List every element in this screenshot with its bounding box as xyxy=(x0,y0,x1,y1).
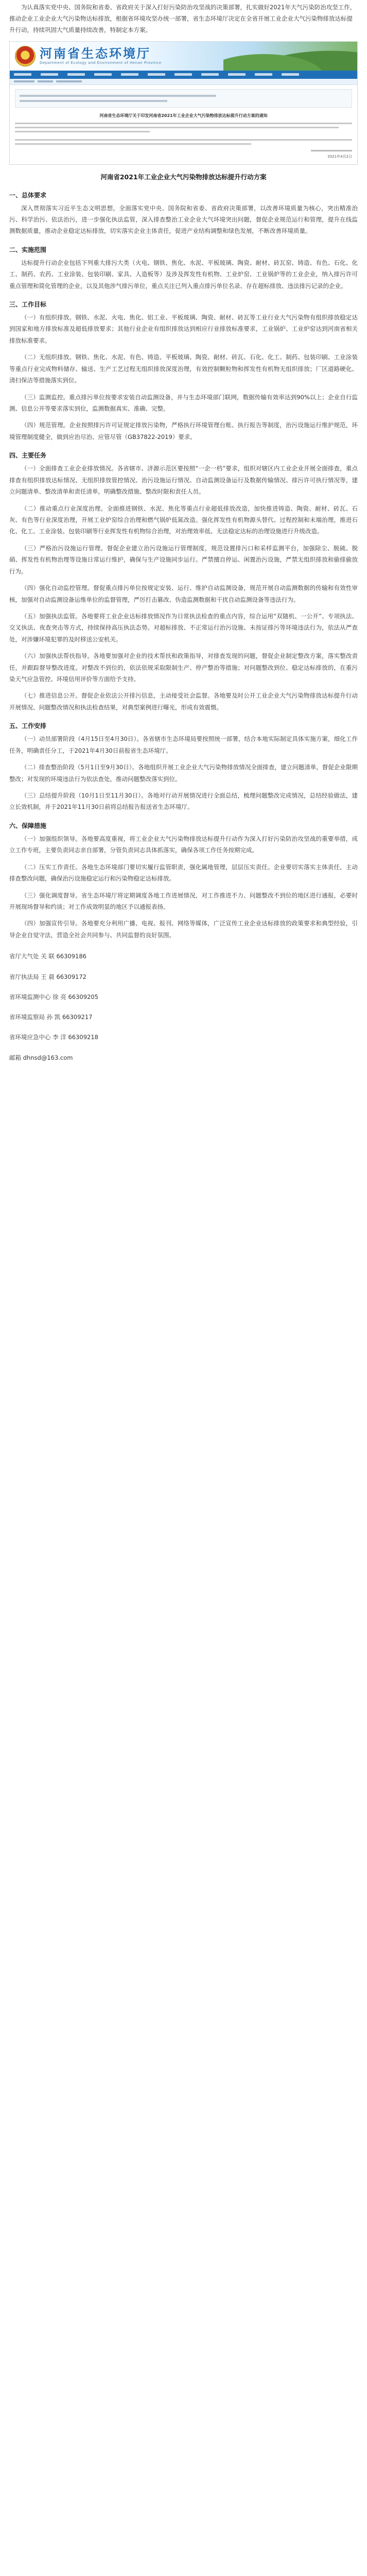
org-name-en: Department of Ecology and Environment of Henan Province xyxy=(40,60,162,65)
article-sections xyxy=(9,191,358,941)
section-body xyxy=(9,833,358,941)
nav-item[interactable] xyxy=(174,73,192,76)
section-paragraph: （七）推进信息公开。督促企业依法公开排污信息，主动接受社会监督。各地要及时公开工业企业大气污染物排放达标提升行动开展情况、问题整改情况和执法检查结果，对典型案例进行曝光，形成有效震慑。 xyxy=(9,692,358,711)
section-heading: 二、实施范围 xyxy=(9,246,47,253)
section-paragraph: （三）总结提升阶段（10月1日至11月30日）。各地对行动开展情况进行全面总结，梳理问题整改完成情况，总结经验做法，建立长效机制，并于2021年11月30日前将总结报告报送省生态环境厅。 xyxy=(9,791,358,811)
section-paragraph: （三）严格治污设施运行管理。督促企业建立治污设施运行管理制度，规范设置排污口和采样监测平台，加强除尘、脱硫、脱硝、挥发性有机物治理等设施日常运行维护，确保与生产设施同步运行。严禁擅自停运、闲置治污设施，严禁无组织排放和偷排偷放行为。 xyxy=(9,544,358,575)
section-paragraph: （二）压实工作责任。各地生态环境部门要切实履行监管职责，强化属地管理，层层压实责任。企业要切实落实主体责任，主动排查整改问题，确保治污设施稳定运行和污染物稳定达标排放。 xyxy=(9,863,358,883)
section-paragraph: （一）加强组织领导。各地要高度重视，将工业企业大气污染物排放达标提升行动作为深入打好污染防治攻坚战的重要举措，成立工作专班，主要负责同志亲自部署，分管负责同志具体抓落实，确保各项工作任务按期完成。 xyxy=(9,835,358,854)
contact-line: 省厅执法局 王 晨 66309172 xyxy=(9,973,86,980)
nav-item[interactable] xyxy=(94,73,112,76)
document-screenshot xyxy=(9,41,358,165)
section-heading: 六、保障措施 xyxy=(9,822,47,829)
contact-line: 省环境应急中心 李 洋 66309218 xyxy=(9,1033,98,1041)
section-body xyxy=(9,257,358,292)
document-date: 2021年4月2日 xyxy=(327,154,352,159)
document-meta-box xyxy=(15,89,352,108)
nav-item[interactable] xyxy=(255,73,272,76)
org-title xyxy=(40,47,162,64)
section-paragraph: （六）加强执法帮扶指导。各地要加强对企业的技术帮扶和政策指导，对排查发现的问题，督促企业制定整改方案，落实整改责任，并跟踪督导整改进度。对整改不到位的，依法依规采取限制生产、停产整治等措施；对问题整改到位、稳定达标排放的，在重污染天气应急管控、环境信用评价等方面给予支持。 xyxy=(9,652,358,683)
document-text-lines xyxy=(15,123,352,145)
section-body xyxy=(9,202,358,237)
section-heading: 四、主要任务 xyxy=(9,452,47,460)
contact-line: 邮箱 dhnsd@163.com xyxy=(9,1054,73,1061)
section-paragraph: （三）强化调度督导。省生态环境厅将定期调度各地工作进展情况，对工作推进不力、问题整改不到位的地区进行通报，必要时开展现场督导和约谈；对工作成效明显的地区予以通报表扬。 xyxy=(9,891,358,910)
section-paragraph: （四）规范管理。企业按照排污许可证规定排放污染物，严格执行环境管理台账、执行报告等制度，治污设施运行维护规范，环境管理制度健全，做到应治尽治、应管尽管（GB37822-2019）要求。 xyxy=(9,421,358,440)
org-name: 河南省生态环境厅 xyxy=(40,46,151,61)
intro-text xyxy=(9,0,358,36)
breadcrumb-item[interactable] xyxy=(38,80,53,82)
emblem-icon xyxy=(15,46,36,66)
section-paragraph: （二）推动重点行业深度治理。全面推进钢铁、水泥、焦化等重点行业超低排放改造，加快推进铸造、陶瓷、耐材、砖瓦、石灰、有色等行业深度治理，开展工业炉窑综合治理和燃气锅炉低氮改造。强化挥发性有机物源头替代、过程控制和末端治理，推进石化、化工、工业涂装、包装印刷等行业挥发性有机物综合治理，对治理效率低、无法稳定达标的治理设施进行升级改造。 xyxy=(9,504,358,535)
section-paragraph: （四）加强宣传引导。各地要充分利用广播、电视、报刊、网络等媒体，广泛宣传工业企业达标排放的政策要求和典型经验，引导企业自觉守法，营造全社会共同参与、共同监督的良好氛围。 xyxy=(9,920,358,939)
section-body xyxy=(9,463,358,713)
nav-item[interactable] xyxy=(148,73,165,76)
contact-list xyxy=(9,950,358,1064)
nav-bar xyxy=(10,71,357,79)
section-paragraph: （一）动员部署阶段（4月15日至4月30日）。各省辖市生态环境局要按照统一部署，结合本地实际制定具体实施方案，细化工作任务，明确责任分工，于2021年4月30日前报省生态环境厅。 xyxy=(9,735,358,754)
section-paragraph: 深入贯彻落实习近平生态文明思想，全面落实党中央、国务院和省委、省政府决策部署，以改善环境质量为核心，突出精准治污、科学治污、依法治污，进一步强化执法监管，深入排查整治工业企业大气环境突出问题，督促企业规范运行和管理，提升在线监测数据质量，推动企业稳定达标排放，切实落实企业主体责任，促进产业结构调整和绿色发展，不断改善环境质量。 xyxy=(9,204,358,235)
section-heading: 三、工作目标 xyxy=(9,301,47,309)
section-paragraph: （二）排查整治阶段（5月1日至9月30日）。各地组织开展工业企业大气污染物排放情况全面排查，建立问题清单，督促企业限期整改；对发现的环境违法行为依法查处，推动问题整改落实到位。 xyxy=(9,764,358,783)
contact-line: 省厅大气处 关 联 66309186 xyxy=(9,953,86,960)
section-body xyxy=(9,312,358,443)
nav-item[interactable] xyxy=(201,73,219,76)
contact-line: 省环境监测中心 徐 亮 66309205 xyxy=(9,993,98,1001)
nav-item[interactable] xyxy=(41,73,58,76)
site-banner xyxy=(10,42,357,71)
document-signature xyxy=(15,150,352,159)
article-title: 河南省2021年工业企业大气污染物排放达标提升行动方案 xyxy=(100,173,267,181)
breadcrumb-item[interactable] xyxy=(14,80,34,82)
section-paragraph: （五）加强执法监管。各地要将工业企业达标排放情况作为日常执法检查的重点内容，综合运用“双随机、一公开”、专项执法、交叉执法、夜查突击等方式，持续保持高压执法态势。对超标排放、不正常运行治污设施、未按证排污等环境违法行为，依法从严查处，对涉嫌环境犯罪的及时移送公安机关。 xyxy=(9,612,358,643)
section-paragraph: （二）无组织排放。钢铁、焦化、水泥、有色、铸造、平板玻璃、陶瓷、耐材、砖瓦、石化、化工、制药、包装印刷、工业涂装等重点行业完成物料储存、输送、生产工艺过程无组织排放深度治理，有效控制颗粒物和挥发性有机物无组织排放；厂区道路硬化、清扫保洁等措施落实到位。 xyxy=(9,353,358,384)
section-paragraph: （四）强化自动监控管理。督促重点排污单位按规定安装、运行、维护自动监测设备，规范开展自动监测数据的传输和有效性审核，加强对自动监测设备运维单位的监督管理，严厉打击篡改、伪造监测数据和干扰自动监测设备等违法行为。 xyxy=(9,584,358,603)
nav-item[interactable] xyxy=(121,73,138,76)
section-heading: 一、总体要求 xyxy=(9,191,47,199)
section-paragraph: （三）监测监控。重点排污单位按要求安装自动监测设备，并与生态环境部门联网，数据传输有效率达到90%以上；企业自行监测、信息公开等要求落实到位，监测数据真实、准确、完整。 xyxy=(9,393,358,413)
document-title: 河南省生态环境厅关于印发河南省2021年工业企业大气污染物排放达标提升行动方案的通知 xyxy=(99,113,268,118)
section-paragraph: 达标提升行动企业包括下列重大排污大类（火电、钢铁、焦化、水泥、平板玻璃、陶瓷、耐材、砖瓦窑、铸造、有色、石化、化工、制药、农药、工业涂装、包装印刷、家具、人造板等）及涉及挥发性有机物、工业炉窑、工业锅炉等的工业企业，纳入排污许可重点管理和简化管理的企业，以及其他涉气排污单位，重点关注已列入重点排污单位名录、存在超标排放、违法排污记录的企业。 xyxy=(9,259,358,290)
breadcrumb-item[interactable] xyxy=(56,80,82,82)
nav-item[interactable] xyxy=(282,73,299,76)
intro-paragraph: 为认真落实党中央、国务院和省委、省政府关于深入打好污染防治攻坚战的决策部署，扎实做好2021年大气污染防治攻坚工作，推动企业工业企业大气污染物达标排放，根据省环境攻坚办统一部署，省生态环境厅决定在全省开展工业企业大气污染物排放达标提升行动，持续巩固大气质量持续改善，特制定本方案。 xyxy=(9,4,356,33)
section-paragraph: （一）有组织排放。钢铁、水泥、火电、焦化、铝工业、平板玻璃、陶瓷、耐材、砖瓦等工业行业大气污染物有组织排放稳定达到国家和地方排放标准及超低排放要求；其他行业企业有组织排放达到相应行业排放标准要求，工业锅炉、工业炉窑达到河南省相关排放标准要求。 xyxy=(9,314,358,344)
section-heading: 五、工作安排 xyxy=(9,722,47,730)
article-page xyxy=(0,0,367,1092)
section-paragraph: （一）全面排查工业企业排放情况。各省辖市、济源示范区要按照“一企一档”要求，组织对辖区内工业企业开展全面排查，重点排查有组织排放达标情况、无组织排放管控情况、治污设施运行情况、自动监测设备运行及数据传输情况、排污许可执行情况等，建立问题清单、整改清单和责任清单，明确整改措施、整改时限和责任人员。 xyxy=(9,465,358,496)
nav-item[interactable] xyxy=(14,73,31,76)
document-body xyxy=(10,85,357,164)
breadcrumb xyxy=(10,79,357,85)
nav-item[interactable] xyxy=(228,73,246,76)
contact-line: 省环境监察局 孙 凯 66309217 xyxy=(9,1013,93,1021)
nav-item[interactable] xyxy=(67,73,85,76)
section-body xyxy=(9,733,358,813)
banner-landscape xyxy=(223,42,357,71)
